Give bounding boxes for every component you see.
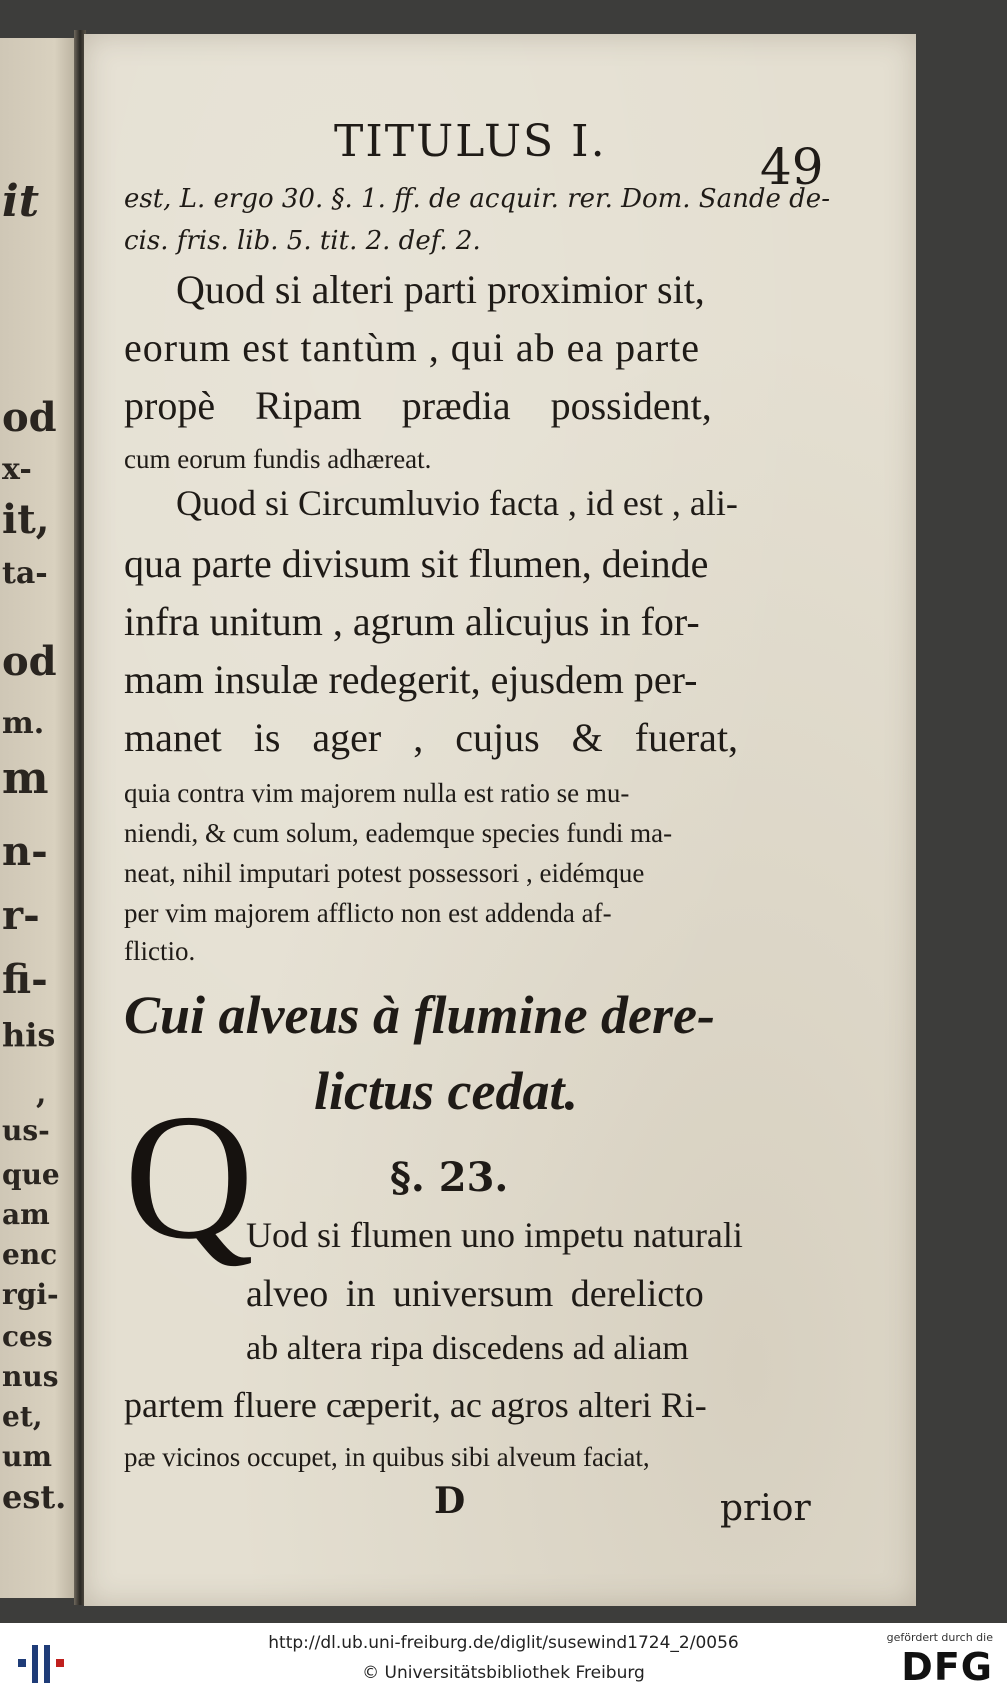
text-line: Quod si alteri parti proximior sit, (176, 267, 705, 312)
left-fragment: od (2, 638, 57, 685)
left-fragment: et, (2, 1400, 43, 1433)
text-line: Quod si Circumluvio facta , id est , ali- (176, 483, 738, 523)
left-fragment: it (2, 176, 40, 227)
text-line: propè Ripam prædia possident, (124, 383, 712, 428)
left-fragment: , (36, 1076, 47, 1111)
text-line: partem fluere cæperit, ac agros alteri Ri- (124, 1385, 707, 1425)
page-number: 49 (760, 138, 824, 196)
left-fragment: um (2, 1440, 52, 1473)
text-line: mam insulæ redegerit, ejusdem per- (124, 657, 698, 702)
left-fragment: od (2, 394, 57, 441)
section-heading: lictus cedat. (314, 1061, 578, 1121)
left-fragment: his (2, 1016, 56, 1054)
text-line: quia contra vim majorem nulla est ratio se mu- (124, 778, 630, 808)
text-line: niendi, & cum solum, eademque species fundi ma- (124, 818, 673, 848)
text-line: qua parte divisum sit flumen, deinde (124, 541, 709, 586)
left-fragment: nus (2, 1360, 59, 1393)
left-fragment: ta- (2, 556, 48, 591)
running-head: TITULUS I. (334, 116, 607, 167)
text-line: cum eorum fundis adhæreat. (124, 444, 432, 474)
left-fragment: m (2, 753, 49, 804)
permalink-link[interactable]: http://dl.ub.uni-freiburg.de/diglit/susewind1724_2/0056 (268, 1633, 739, 1653)
text-line: manet is ager , cujus & fuerat, (124, 715, 739, 760)
text-line: per vim majorem afflicto non est addenda af- (124, 898, 612, 928)
section-number: §. 23. (390, 1154, 509, 1201)
text-line: pæ vicinos occupet, in quibus sibi alveum faciat, (124, 1442, 650, 1472)
text-line: ab altera ripa discedens ad aliam (246, 1330, 689, 1367)
text-line: cis. fris. lib. 5. tit. 2. def. 2. (124, 226, 481, 256)
left-fragment: m. (2, 706, 45, 741)
left-fragment: r- (2, 892, 40, 939)
text-line: est, L. ergo 30. §. 1. ff. de acquir. rer. Dom. Sande de- (124, 184, 830, 214)
left-fragment: am (2, 1198, 50, 1231)
left-fragment: est. (2, 1478, 67, 1516)
section-heading: Cui alveus à flumine dere- (124, 985, 715, 1045)
dfg-logo: DFG (901, 1645, 993, 1689)
book-page (84, 34, 916, 1606)
text-line: neat, nihil imputari potest possessori , eidémque (124, 858, 645, 888)
left-fragment: enc (2, 1238, 58, 1271)
left-fragment: que (2, 1158, 60, 1191)
left-fragment: rgi- (2, 1278, 59, 1311)
copyright-text: © Universitätsbibliothek Freiburg (362, 1663, 645, 1683)
text-line: alveo in universum derelicto (246, 1273, 704, 1315)
text-line: flictio. (124, 936, 196, 966)
text-line: infra unitum , agrum alicujus in for- (124, 599, 700, 644)
left-fragment: x- (2, 452, 32, 487)
signature-mark: D (434, 1480, 466, 1522)
left-fragment: fi- (2, 956, 48, 1003)
dfg-caption: gefördert durch die (886, 1631, 993, 1644)
left-page-edge (0, 38, 78, 1598)
left-fragment: ces (2, 1320, 53, 1353)
left-fragment: us- (2, 1114, 50, 1147)
left-fragment: it, (2, 496, 50, 543)
drop-cap: Q (124, 1077, 254, 1276)
left-fragment: n- (2, 828, 48, 875)
text-line: Uod si flumen uno impetu naturali (246, 1215, 743, 1255)
footer-bar (0, 1623, 1007, 1697)
text-line: eorum est tantùm , qui ab ea parte (124, 325, 701, 370)
catchword: prior (720, 1488, 811, 1529)
